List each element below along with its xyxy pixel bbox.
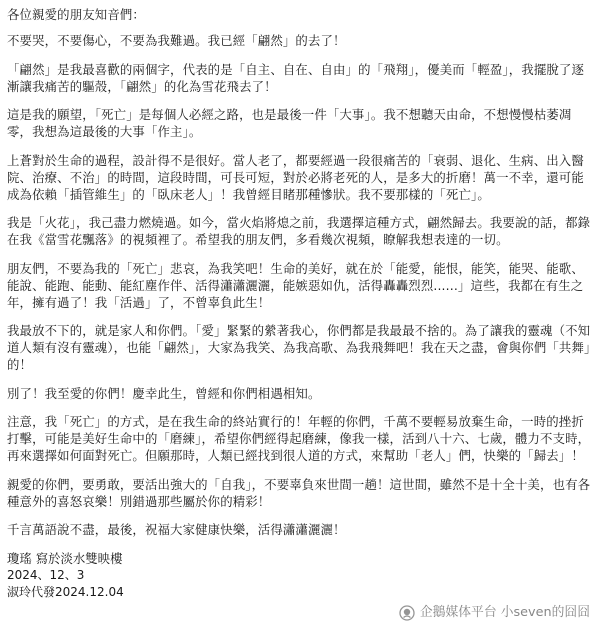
watermark-text: 企鵝媒体平台 小seven的囧囧 [419,605,590,620]
letter-paragraph: 千言萬語說不盡，最後，祝福大家健康快樂，活得瀟瀟灑灑！ [7,522,346,537]
letter-paragraph: 朋友們，不要為我的「死亡」悲哀，為我笑吧！生命的美好，就在於「能愛，能恨，能笑，能哭、能歌、能說、能跑、能動、能紅塵作伴、活得瀟瀟灑灑，能嫉惡如仇，活得轟轟烈烈......」這些，我都在有生之年，擁有過了！我「活過」了，不曾辜負此生！ [7,260,584,310]
letter-signature: 瓊瑤 寫於淡水雙映樓 [7,550,123,566]
letter-paragraph: 上蒼對於生命的過程，設計得不是很好。當人老了，都要經過一段很痛苦的「衰弱、退化、生病、出入醫院、治療、不治」的時間，這段時間，可長可短，對於必將老死的人，是多大的折磨！萬一不幸，還可能成為依賴「插管維生」的「臥床老人」！我曾經目睹那種慘狀。我不要那樣的「死亡」。 [7,152,584,202]
letter-greeting: 各位親愛的朋友知音們： [7,7,145,22]
letter-proxy-post: 淑玲代發2024.12.04 [7,584,124,599]
letter-paragraph: 不要哭，不要傷心，不要為我難過。我已經「翩然」的去了！ [7,33,346,48]
platform-logo-icon [399,605,415,621]
letter [7,6,595,601]
letter-paragraph: 「翩然」是我最喜歡的兩個字，代表的是「自主、自在、自由」的「飛翔」，優美而「輕盈」，我擺脫了逐漸讓我痛苦的驅殼，「翩然」的化為雪花飛去了！ [7,61,585,94]
letter-paragraph: 我是「火花」，我己盡力燃燒過。如今，當火焰將熄之前，我選擇這種方式，翩然歸去。我要說的話，都錄在我《當雪花飄落》的視頻裡了。希望我的朋友們，多看幾次視頻，瞭解我想表達的一切。 [7,215,591,247]
watermark [399,605,590,621]
letter-paragraph: 親愛的你們，要勇敢，要活出強大的「自我」，不要辜負來世間一趟！這世間，雖然不是十全十美，也有各種意外的喜怒哀樂！別錯過那些屬於你的精彩！ [7,476,591,509]
letter-date: 2024、12、3 [7,567,85,582]
letter-paragraph: 這是我的願望，「死亡」是每個人必經之路，也是最後一件「大事」。我不想聽天由命，不想慢慢枯萎凋零，我想為這最後的大事「作主」。 [7,107,572,139]
letter-paragraph: 我最放不下的，就是家人和你們。「愛」緊緊的縈著我心，你們都是我最最不捨的。為了讓我的靈魂（不知道人類有沒有靈魂），也能「翩然」，大家為我笑、為我高歌、為我飛舞吧！我在天之盡，會與你們「共舞」的！ [7,323,591,372]
letter-paragraph: 注意，我「死亡」的方式，是在我生命的終站實行的！年輕的你們，千萬不要輕易放棄生命，一時的挫折打擊，可能是美好生命中的「磨練」，希望你們經得起磨練，像我一樣，活到八十六、七歲，體力不支時，再來選擇如何面對死亡。但願那時，人類已經找到很人道的方式，來幫助「老人」們，快樂的「歸去」！ [7,414,591,463]
letter-paragraph: 別了！我至愛的你們！慶幸此生，曾經和你們相遇相知。 [7,385,321,401]
